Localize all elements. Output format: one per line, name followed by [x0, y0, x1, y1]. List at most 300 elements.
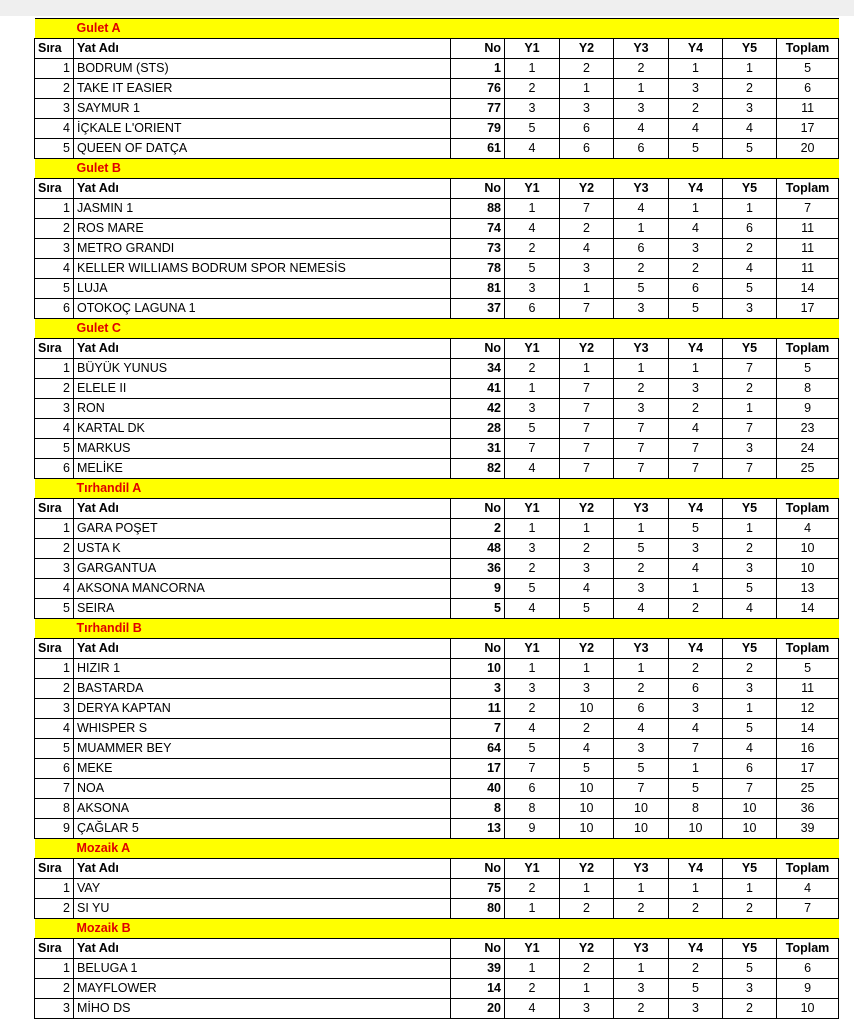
cell-race-1: 4 — [505, 719, 560, 739]
cell-race-2: 1 — [560, 879, 614, 899]
cell-yacht-name: RON — [74, 399, 451, 419]
cell-race-5: 4 — [723, 739, 777, 759]
section-title: Mozaik B — [35, 919, 839, 939]
cell-race-1: 3 — [505, 539, 560, 559]
header-race-5: Y5 — [723, 39, 777, 59]
cell-race-5: 5 — [723, 139, 777, 159]
table-row — [35, 279, 839, 299]
section-title-row — [35, 319, 839, 339]
cell-total: 11 — [777, 679, 839, 699]
cell-total: 39 — [777, 819, 839, 839]
header-total: Toplam — [777, 499, 839, 519]
cell-race-2: 7 — [560, 299, 614, 319]
header-rank: Sıra — [35, 939, 74, 959]
cell-race-1: 2 — [505, 699, 560, 719]
header-yacht-name: Yat Adı — [74, 939, 451, 959]
cell-race-5: 3 — [723, 979, 777, 999]
cell-race-2: 7 — [560, 399, 614, 419]
cell-race-3: 6 — [614, 139, 669, 159]
cell-race-4: 5 — [669, 139, 723, 159]
cell-sail-no: 73 — [451, 239, 505, 259]
section-title: Mozaik A — [35, 839, 839, 859]
cell-race-2: 7 — [560, 199, 614, 219]
cell-race-3: 7 — [614, 459, 669, 479]
cell-race-5: 2 — [723, 999, 777, 1019]
cell-race-2: 1 — [560, 279, 614, 299]
cell-sail-no: 14 — [451, 979, 505, 999]
table-row — [35, 219, 839, 239]
cell-race-2: 4 — [560, 239, 614, 259]
header-total: Toplam — [777, 39, 839, 59]
header-race-5: Y5 — [723, 939, 777, 959]
cell-race-5: 4 — [723, 119, 777, 139]
header-race-5: Y5 — [723, 639, 777, 659]
table-row — [35, 899, 839, 919]
cell-rank: 3 — [35, 699, 74, 719]
cell-race-3: 1 — [614, 219, 669, 239]
section-title: Tırhandil A — [35, 479, 839, 499]
cell-race-5: 3 — [723, 679, 777, 699]
header-race-1: Y1 — [505, 179, 560, 199]
cell-rank: 5 — [35, 599, 74, 619]
cell-race-3: 6 — [614, 239, 669, 259]
cell-race-3: 1 — [614, 79, 669, 99]
top-bar — [0, 0, 854, 16]
cell-race-1: 3 — [505, 679, 560, 699]
cell-yacht-name: ÇAĞLAR 5 — [74, 819, 451, 839]
cell-race-5: 5 — [723, 719, 777, 739]
header-total: Toplam — [777, 339, 839, 359]
header-race-5: Y5 — [723, 179, 777, 199]
cell-sail-no: 20 — [451, 999, 505, 1019]
cell-sail-no: 75 — [451, 879, 505, 899]
cell-race-3: 1 — [614, 659, 669, 679]
cell-race-5: 2 — [723, 659, 777, 679]
cell-rank: 4 — [35, 119, 74, 139]
cell-rank: 2 — [35, 679, 74, 699]
cell-rank: 3 — [35, 999, 74, 1019]
cell-sail-no: 42 — [451, 399, 505, 419]
cell-race-4: 1 — [669, 199, 723, 219]
table-row — [35, 799, 839, 819]
table-row — [35, 239, 839, 259]
cell-sail-no: 11 — [451, 699, 505, 719]
cell-rank: 7 — [35, 779, 74, 799]
cell-race-1: 5 — [505, 419, 560, 439]
cell-race-4: 10 — [669, 819, 723, 839]
cell-yacht-name: OTOKOÇ LAGUNA 1 — [74, 299, 451, 319]
table-row — [35, 739, 839, 759]
cell-sail-no: 76 — [451, 79, 505, 99]
table-row — [35, 459, 839, 479]
cell-race-5: 7 — [723, 459, 777, 479]
cell-race-3: 2 — [614, 679, 669, 699]
cell-sail-no: 5 — [451, 599, 505, 619]
cell-race-4: 3 — [669, 999, 723, 1019]
cell-sail-no: 37 — [451, 299, 505, 319]
cell-rank: 6 — [35, 459, 74, 479]
table-row — [35, 979, 839, 999]
cell-race-4: 3 — [669, 539, 723, 559]
table-header-row — [35, 939, 839, 959]
cell-race-3: 1 — [614, 879, 669, 899]
cell-rank: 1 — [35, 879, 74, 899]
cell-yacht-name: MEKE — [74, 759, 451, 779]
cell-race-1: 5 — [505, 259, 560, 279]
cell-race-2: 10 — [560, 779, 614, 799]
cell-sail-no: 79 — [451, 119, 505, 139]
table-row — [35, 119, 839, 139]
cell-race-3: 4 — [614, 599, 669, 619]
header-yacht-name: Yat Adı — [74, 859, 451, 879]
cell-yacht-name: JASMIN 1 — [74, 199, 451, 219]
cell-sail-no: 88 — [451, 199, 505, 219]
cell-race-5: 5 — [723, 279, 777, 299]
cell-sail-no: 41 — [451, 379, 505, 399]
cell-race-4: 1 — [669, 579, 723, 599]
cell-total: 5 — [777, 659, 839, 679]
header-sail-no: No — [451, 39, 505, 59]
header-race-1: Y1 — [505, 39, 560, 59]
header-race-2: Y2 — [560, 339, 614, 359]
cell-race-5: 2 — [723, 379, 777, 399]
header-sail-no: No — [451, 179, 505, 199]
cell-race-2: 7 — [560, 439, 614, 459]
table-row — [35, 679, 839, 699]
cell-race-3: 3 — [614, 739, 669, 759]
cell-race-5: 2 — [723, 239, 777, 259]
table-row — [35, 579, 839, 599]
cell-rank: 2 — [35, 379, 74, 399]
cell-sail-no: 81 — [451, 279, 505, 299]
cell-rank: 2 — [35, 979, 74, 999]
cell-race-1: 3 — [505, 99, 560, 119]
cell-race-1: 7 — [505, 759, 560, 779]
cell-yacht-name: AKSONA — [74, 799, 451, 819]
table-row — [35, 139, 839, 159]
cell-total: 4 — [777, 879, 839, 899]
cell-race-1: 4 — [505, 139, 560, 159]
cell-yacht-name: BODRUM (STS) — [74, 59, 451, 79]
cell-rank: 5 — [35, 279, 74, 299]
table-row — [35, 999, 839, 1019]
cell-race-3: 4 — [614, 119, 669, 139]
cell-total: 36 — [777, 799, 839, 819]
header-race-4: Y4 — [669, 39, 723, 59]
cell-yacht-name: ELELE II — [74, 379, 451, 399]
cell-race-2: 1 — [560, 659, 614, 679]
cell-race-3: 5 — [614, 279, 669, 299]
cell-race-2: 5 — [560, 759, 614, 779]
cell-race-3: 4 — [614, 199, 669, 219]
table-row — [35, 779, 839, 799]
cell-race-1: 4 — [505, 219, 560, 239]
cell-race-1: 5 — [505, 119, 560, 139]
cell-race-5: 7 — [723, 359, 777, 379]
cell-race-3: 1 — [614, 519, 669, 539]
header-race-5: Y5 — [723, 859, 777, 879]
table-row — [35, 819, 839, 839]
cell-sail-no: 74 — [451, 219, 505, 239]
cell-race-1: 3 — [505, 279, 560, 299]
cell-race-1: 4 — [505, 599, 560, 619]
section-title: Tırhandil B — [35, 619, 839, 639]
cell-total: 9 — [777, 979, 839, 999]
header-total: Toplam — [777, 939, 839, 959]
header-race-2: Y2 — [560, 639, 614, 659]
cell-race-3: 7 — [614, 419, 669, 439]
header-sail-no: No — [451, 939, 505, 959]
cell-race-3: 4 — [614, 719, 669, 739]
cell-race-2: 3 — [560, 999, 614, 1019]
cell-race-5: 2 — [723, 899, 777, 919]
table-row — [35, 559, 839, 579]
cell-total: 7 — [777, 199, 839, 219]
cell-rank: 9 — [35, 819, 74, 839]
cell-race-3: 7 — [614, 439, 669, 459]
header-yacht-name: Yat Adı — [74, 339, 451, 359]
header-total: Toplam — [777, 859, 839, 879]
cell-yacht-name: AKSONA MANCORNA — [74, 579, 451, 599]
cell-race-3: 3 — [614, 579, 669, 599]
cell-total: 25 — [777, 779, 839, 799]
cell-race-3: 2 — [614, 899, 669, 919]
cell-race-3: 2 — [614, 259, 669, 279]
header-yacht-name: Yat Adı — [74, 39, 451, 59]
cell-rank: 2 — [35, 219, 74, 239]
cell-yacht-name: İÇKALE L'ORIENT — [74, 119, 451, 139]
cell-sail-no: 64 — [451, 739, 505, 759]
cell-race-5: 1 — [723, 879, 777, 899]
cell-rank: 4 — [35, 419, 74, 439]
cell-rank: 5 — [35, 739, 74, 759]
cell-rank: 3 — [35, 239, 74, 259]
cell-race-4: 5 — [669, 519, 723, 539]
table-row — [35, 599, 839, 619]
table-header-row — [35, 39, 839, 59]
cell-race-3: 2 — [614, 559, 669, 579]
header-race-3: Y3 — [614, 859, 669, 879]
cell-race-2: 6 — [560, 119, 614, 139]
cell-sail-no: 77 — [451, 99, 505, 119]
header-total: Toplam — [777, 639, 839, 659]
cell-race-3: 5 — [614, 539, 669, 559]
cell-rank: 2 — [35, 899, 74, 919]
cell-sail-no: 3 — [451, 679, 505, 699]
cell-sail-no: 10 — [451, 659, 505, 679]
header-rank: Sıra — [35, 639, 74, 659]
cell-race-4: 7 — [669, 739, 723, 759]
header-race-4: Y4 — [669, 939, 723, 959]
cell-total: 17 — [777, 119, 839, 139]
header-yacht-name: Yat Adı — [74, 179, 451, 199]
cell-race-4: 5 — [669, 979, 723, 999]
cell-yacht-name: MARKUS — [74, 439, 451, 459]
cell-race-3: 1 — [614, 359, 669, 379]
cell-yacht-name: LUJA — [74, 279, 451, 299]
cell-total: 25 — [777, 459, 839, 479]
cell-race-1: 9 — [505, 819, 560, 839]
table-header-row — [35, 179, 839, 199]
table-header-row — [35, 339, 839, 359]
header-yacht-name: Yat Adı — [74, 639, 451, 659]
cell-yacht-name: SAYMUR 1 — [74, 99, 451, 119]
cell-total: 7 — [777, 899, 839, 919]
cell-rank: 1 — [35, 959, 74, 979]
header-total: Toplam — [777, 179, 839, 199]
table-header-row — [35, 639, 839, 659]
cell-race-2: 2 — [560, 959, 614, 979]
cell-race-4: 6 — [669, 279, 723, 299]
cell-race-5: 1 — [723, 59, 777, 79]
cell-race-4: 1 — [669, 59, 723, 79]
table-row — [35, 699, 839, 719]
cell-race-2: 4 — [560, 739, 614, 759]
cell-race-1: 5 — [505, 579, 560, 599]
cell-race-4: 3 — [669, 379, 723, 399]
section-title-row — [35, 479, 839, 499]
cell-race-2: 2 — [560, 219, 614, 239]
cell-race-2: 2 — [560, 899, 614, 919]
cell-race-1: 6 — [505, 299, 560, 319]
cell-yacht-name: QUEEN OF DATÇA — [74, 139, 451, 159]
cell-race-4: 2 — [669, 99, 723, 119]
cell-race-5: 1 — [723, 519, 777, 539]
cell-race-5: 6 — [723, 759, 777, 779]
cell-race-2: 2 — [560, 719, 614, 739]
header-rank: Sıra — [35, 39, 74, 59]
cell-race-2: 1 — [560, 359, 614, 379]
cell-race-2: 3 — [560, 559, 614, 579]
cell-yacht-name: MELİKE — [74, 459, 451, 479]
cell-race-2: 3 — [560, 679, 614, 699]
header-sail-no: No — [451, 639, 505, 659]
cell-race-1: 2 — [505, 239, 560, 259]
cell-total: 5 — [777, 359, 839, 379]
cell-race-1: 2 — [505, 879, 560, 899]
cell-total: 11 — [777, 99, 839, 119]
cell-race-4: 3 — [669, 699, 723, 719]
cell-race-5: 4 — [723, 259, 777, 279]
cell-race-3: 2 — [614, 379, 669, 399]
header-yacht-name: Yat Adı — [74, 499, 451, 519]
cell-race-2: 10 — [560, 819, 614, 839]
cell-total: 9 — [777, 399, 839, 419]
header-rank: Sıra — [35, 339, 74, 359]
table-row — [35, 99, 839, 119]
results-table — [34, 18, 839, 1019]
cell-yacht-name: MİHO DS — [74, 999, 451, 1019]
header-race-1: Y1 — [505, 499, 560, 519]
cell-sail-no: 17 — [451, 759, 505, 779]
cell-race-5: 7 — [723, 419, 777, 439]
cell-rank: 1 — [35, 359, 74, 379]
header-race-1: Y1 — [505, 339, 560, 359]
cell-race-4: 1 — [669, 759, 723, 779]
cell-race-1: 1 — [505, 59, 560, 79]
cell-total: 14 — [777, 279, 839, 299]
cell-race-5: 1 — [723, 399, 777, 419]
cell-race-5: 3 — [723, 439, 777, 459]
cell-sail-no: 1 — [451, 59, 505, 79]
cell-race-4: 5 — [669, 779, 723, 799]
cell-sail-no: 28 — [451, 419, 505, 439]
cell-race-4: 8 — [669, 799, 723, 819]
cell-race-2: 10 — [560, 699, 614, 719]
cell-rank: 6 — [35, 299, 74, 319]
header-race-5: Y5 — [723, 499, 777, 519]
header-race-3: Y3 — [614, 339, 669, 359]
header-sail-no: No — [451, 859, 505, 879]
table-row — [35, 879, 839, 899]
header-race-3: Y3 — [614, 499, 669, 519]
cell-race-3: 3 — [614, 399, 669, 419]
cell-yacht-name: MUAMMER BEY — [74, 739, 451, 759]
cell-rank: 4 — [35, 259, 74, 279]
cell-race-1: 2 — [505, 359, 560, 379]
section-title-row — [35, 159, 839, 179]
cell-total: 5 — [777, 59, 839, 79]
section-title: Gulet A — [35, 19, 839, 39]
cell-rank: 1 — [35, 59, 74, 79]
cell-race-4: 7 — [669, 459, 723, 479]
header-race-4: Y4 — [669, 859, 723, 879]
header-race-5: Y5 — [723, 339, 777, 359]
cell-race-4: 5 — [669, 299, 723, 319]
cell-race-4: 4 — [669, 119, 723, 139]
section-title: Gulet B — [35, 159, 839, 179]
cell-race-5: 7 — [723, 779, 777, 799]
table-row — [35, 519, 839, 539]
table-row — [35, 759, 839, 779]
cell-sail-no: 40 — [451, 779, 505, 799]
cell-sail-no: 80 — [451, 899, 505, 919]
cell-total: 23 — [777, 419, 839, 439]
cell-race-4: 4 — [669, 419, 723, 439]
header-race-2: Y2 — [560, 179, 614, 199]
header-race-3: Y3 — [614, 939, 669, 959]
cell-total: 10 — [777, 999, 839, 1019]
header-race-4: Y4 — [669, 499, 723, 519]
cell-total: 14 — [777, 599, 839, 619]
cell-race-5: 4 — [723, 599, 777, 619]
cell-race-1: 2 — [505, 559, 560, 579]
cell-race-4: 2 — [669, 399, 723, 419]
cell-race-4: 1 — [669, 879, 723, 899]
cell-sail-no: 48 — [451, 539, 505, 559]
cell-race-5: 10 — [723, 799, 777, 819]
cell-rank: 6 — [35, 759, 74, 779]
cell-yacht-name: GARA POŞET — [74, 519, 451, 539]
cell-race-5: 10 — [723, 819, 777, 839]
header-race-3: Y3 — [614, 39, 669, 59]
cell-race-3: 10 — [614, 819, 669, 839]
cell-race-1: 2 — [505, 79, 560, 99]
cell-race-3: 10 — [614, 799, 669, 819]
cell-rank: 4 — [35, 579, 74, 599]
cell-race-4: 1 — [669, 359, 723, 379]
cell-total: 12 — [777, 699, 839, 719]
table-row — [35, 379, 839, 399]
cell-total: 17 — [777, 299, 839, 319]
cell-sail-no: 34 — [451, 359, 505, 379]
cell-race-1: 8 — [505, 799, 560, 819]
table-row — [35, 959, 839, 979]
cell-race-1: 1 — [505, 899, 560, 919]
cell-race-4: 7 — [669, 439, 723, 459]
cell-total: 17 — [777, 759, 839, 779]
cell-race-5: 3 — [723, 99, 777, 119]
